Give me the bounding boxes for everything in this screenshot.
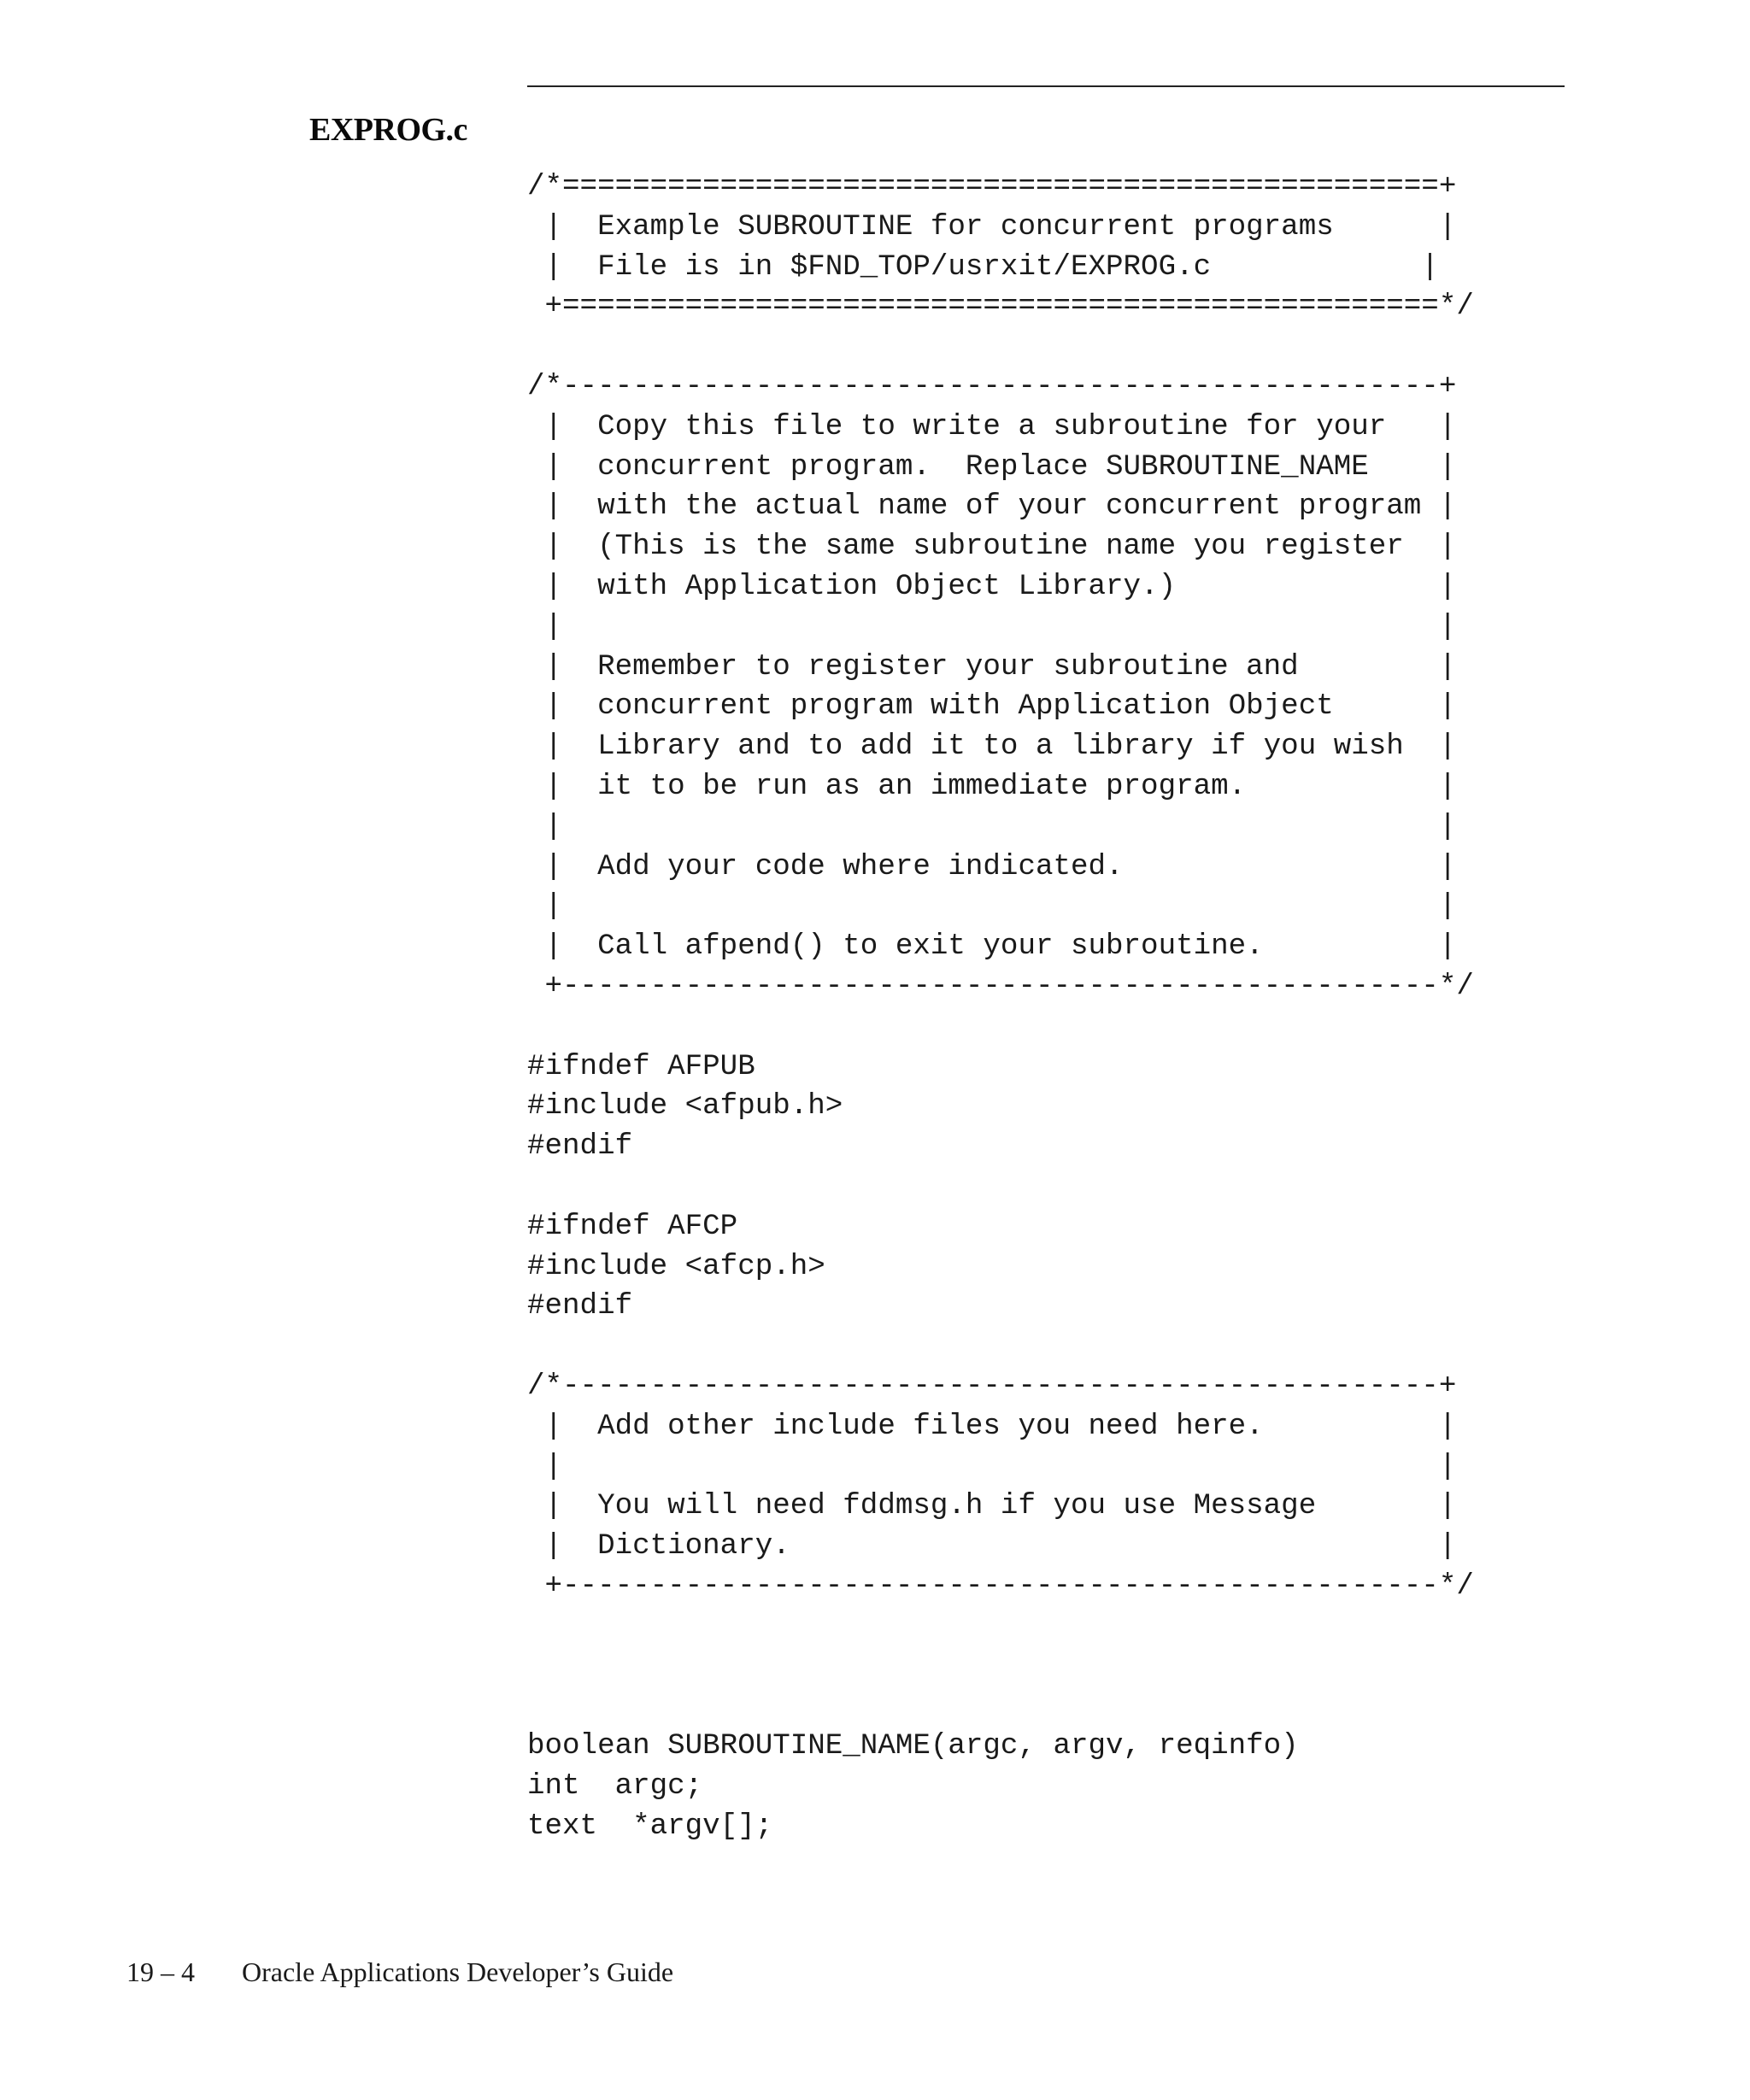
code-line: #endif (527, 1130, 633, 1164)
code-line: /*--------------------------------------------------+ (527, 370, 1457, 403)
code-line: boolean SUBROUTINE_NAME(argc, argv, reqinfo) (527, 1730, 1299, 1763)
code-line: | with Application Object Library.) | (527, 570, 1457, 603)
code-line: +--------------------------------------------------*/ (527, 970, 1474, 1003)
code-line: | | (527, 810, 1457, 843)
code-line (527, 1327, 1474, 1367)
header-rule (527, 85, 1565, 87)
code-line: #ifndef AFPUB (527, 1050, 755, 1083)
code-line: | | (527, 1450, 1457, 1483)
code-line: /*==================================================+ (527, 171, 1457, 203)
code-line: | Add your code where indicated. | (527, 850, 1457, 883)
code-line: | with the actual name of your concurrent program | (527, 490, 1457, 524)
code-line: | Remember to register your subroutine and | (527, 650, 1457, 683)
page-number: 19 – 4 (126, 1956, 195, 1987)
code-line: | File is in $FND_TOP/usrxit/EXPROG.c | (527, 250, 1439, 284)
code-line: | Dictionary. | (527, 1530, 1457, 1563)
code-line: +==================================================*/ (527, 290, 1474, 324)
code-line (527, 327, 1474, 367)
code-line (527, 1686, 1474, 1727)
code-line: | Example SUBROUTINE for concurrent programs | (527, 210, 1457, 243)
code-line: #include <afpub.h> (527, 1090, 843, 1123)
code-line: #endif (527, 1290, 633, 1323)
code-line: #include <afcp.h> (527, 1250, 825, 1283)
page-footer (126, 1953, 673, 1991)
code-line: | | (527, 890, 1457, 924)
code-line: | Library and to add it to a library if you wish | (527, 730, 1457, 764)
code-line: | Add other include files you need here. | (527, 1410, 1457, 1443)
code-line: #ifndef AFCP (527, 1210, 738, 1243)
code-line (527, 1007, 1474, 1047)
code-line (527, 1646, 1474, 1686)
code-line: | Copy this file to write a subroutine for your | (527, 410, 1457, 443)
section-heading: EXPROG.c (309, 112, 467, 148)
code-line: text *argv[]; (527, 1810, 773, 1843)
code-line: | concurrent program with Application Object | (527, 690, 1457, 724)
code-line: | it to be run as an immediate program. | (527, 770, 1457, 803)
code-line: | | (527, 610, 1457, 643)
code-listing (527, 167, 1474, 1846)
code-line (527, 1607, 1474, 1647)
code-line: int argc; (527, 1769, 703, 1803)
code-line (527, 1167, 1474, 1207)
code-line: +--------------------------------------------------*/ (527, 1569, 1474, 1603)
code-line: | You will need fddmsg.h if you use Message | (527, 1490, 1457, 1523)
book-title: Oracle Applications Developer’s Guide (242, 1956, 674, 1987)
code-line: | Call afpend() to exit your subroutine. | (527, 930, 1457, 964)
code-line: | concurrent program. Replace SUBROUTINE_NAME | (527, 450, 1457, 484)
code-line: /*--------------------------------------------------+ (527, 1370, 1457, 1403)
code-line: | (This is the same subroutine name you register | (527, 531, 1457, 564)
